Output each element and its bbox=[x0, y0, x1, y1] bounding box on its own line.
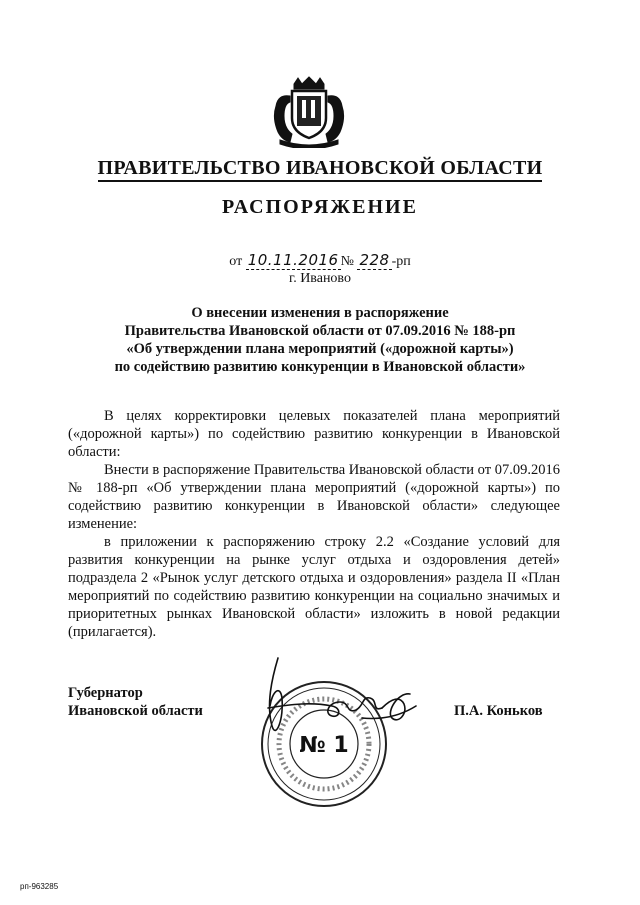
document-subject bbox=[60, 304, 580, 376]
registration-number: 228 bbox=[359, 251, 390, 269]
date-prefix: от bbox=[229, 254, 243, 269]
coat-of-arms-icon bbox=[264, 76, 354, 148]
number-suffix: -рп bbox=[391, 254, 411, 269]
city: г. Иваново bbox=[289, 271, 351, 286]
seal-number: № 1 bbox=[299, 733, 349, 758]
document-code: рп-963285 bbox=[20, 882, 59, 891]
signatory-position bbox=[68, 684, 203, 720]
subject-line: Правительства Ивановской области от 07.09.2016 № 188-рп bbox=[124, 323, 516, 339]
position-line: Губернатор bbox=[68, 685, 143, 701]
organization-title: ПРАВИТЕЛЬСТВО ИВАНОВСКОЙ ОБЛАСТИ bbox=[40, 156, 600, 180]
number-sign: № bbox=[340, 254, 354, 269]
subject-line: по содействию развитию конкуренции в Ивановской области» bbox=[114, 359, 526, 375]
body-paragraph: В целях корректировки целевых показателей плана мероприятий («дорожной карты») по содействию развитию конкуренции в Ивановской области: bbox=[68, 408, 560, 460]
handwritten-signature bbox=[268, 658, 416, 730]
registration-line bbox=[180, 252, 460, 270]
subject-line: «Об утверждении плана мероприятий («дорожной карты») bbox=[126, 341, 514, 357]
official-seal bbox=[232, 648, 428, 812]
body-paragraph: Внести в распоряжение Правительства Ивановской области от 07.09.2016 № 188-рп «Об утверждении плана мероприятий («дорожной карты») по содействию развитию конкуренции в Ивановской области» следующее изменение: bbox=[68, 462, 560, 532]
document-body bbox=[68, 407, 560, 641]
document-type: РАСПОРЯЖЕНИЕ bbox=[222, 196, 418, 218]
signatory-name: П.А. Коньков bbox=[454, 703, 543, 719]
subject-line: О внесении изменения в распоряжение bbox=[191, 305, 449, 321]
registration-date: 10.11.2016 bbox=[247, 251, 339, 269]
position-line: Ивановской области bbox=[68, 703, 203, 719]
body-paragraph: в приложении к распоряжению строку 2.2 «Создание условий для развития конкуренции на рынке услуг отдыха и оздоровления детей» подраздела 2 «Рынок услуг детского отдыха и оздоровления» раздела II «План мероприятий по содействию развитию конкуренции на социально значимых и приоритетных рынках Ивановской области» изложить в новой редакции (прилагается). bbox=[68, 534, 560, 640]
